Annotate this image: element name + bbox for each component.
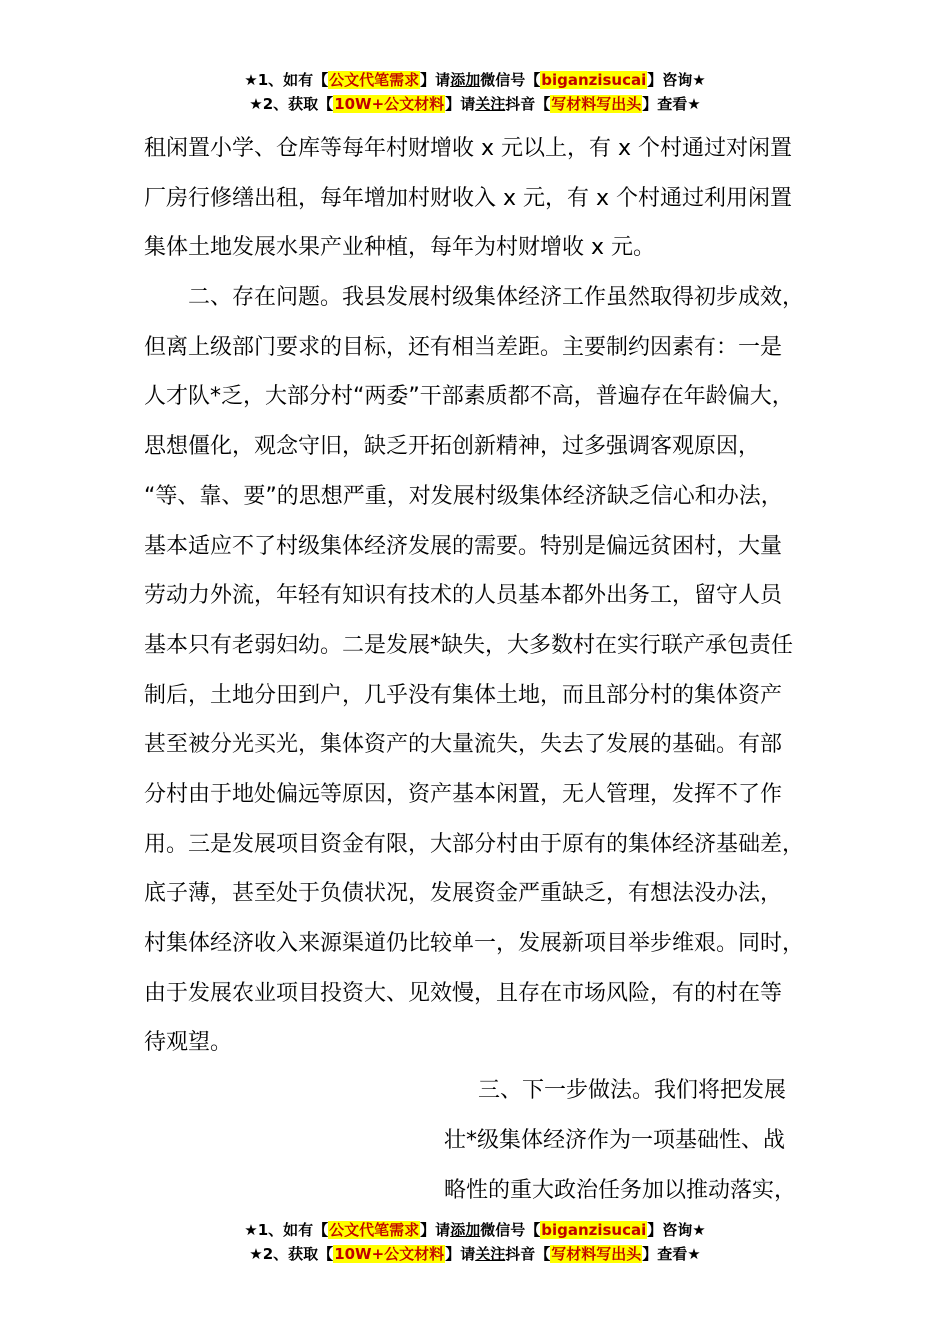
banner-text: 】咨询★: [647, 71, 706, 89]
body-line: 基本只有老弱妇幼。二是发展*缺失，大多数村在实行联产承包责任: [144, 632, 794, 658]
banner-line-2: [0, 1242, 950, 1266]
body-line: 租闲置小学、仓库等每年村财增收 x 元以上，有 x 个村通过对闲置: [144, 136, 793, 161]
body-line: 甚至被分光买光，集体资产的大量流失，失去了发展的基础。有部: [144, 732, 783, 758]
banner-text: 微信号【: [480, 71, 541, 89]
body-line: “等、靠、要”的思想严重，对发展村级集体经济缺乏信心和办法，: [144, 483, 783, 509]
banner-text: 】请: [420, 1221, 451, 1239]
banner-highlight: 写材料写出头: [551, 1245, 642, 1263]
banner-emphasis: 关注: [475, 1245, 506, 1263]
banner-text: ★1、如有【: [244, 1221, 329, 1239]
body-line: 人才队*乏，大部分村“两委”干部素质都不高，普遍存在年龄偏大，: [144, 384, 794, 410]
banner-emphasis: 添加: [450, 71, 481, 89]
document-body: [144, 124, 834, 1068]
tail-line-3: 略性的重大政治任务加以推动落实，: [444, 1178, 797, 1203]
banner-text: 】查看★: [642, 95, 701, 113]
banner-emphasis: 添加: [450, 1221, 481, 1239]
banner-highlight: 10W+公文材料: [334, 1245, 445, 1263]
body-line: 待观望。: [144, 1030, 233, 1056]
banner-line-2: [0, 92, 950, 116]
body-line: 分村由于地处偏远等原因，资产基本闲置，无人管理，发挥不了作: [144, 781, 783, 807]
section-heading-line: 二、存在问题。我县发展村级集体经济工作虽然取得初步成效，: [188, 285, 805, 311]
body-line: 思想僵化，观念守旧，缺乏开拓创新精神，过多强调客观原因，: [144, 434, 761, 460]
banner-highlight: 写材料写出头: [551, 95, 642, 113]
banner-line-1: [0, 68, 950, 92]
body-line: 厂房行修缮出租，每年增加村财收入 x 元，有 x 个村通过利用闲置: [144, 185, 793, 211]
top-banner: [0, 68, 950, 116]
body-line: 村集体经济收入来源渠道仍比较单一，发展新项目举步维艰。同时，: [144, 931, 805, 956]
body-line: 基本适应不了村级集体经济发展的需要。特别是偏远贫困村，大量: [144, 533, 783, 559]
body-line: 劳动力外流，年轻有知识有技术的人员基本都外出务工，留守人员: [144, 583, 783, 609]
banner-text: 】请: [445, 1245, 476, 1263]
banner-text: 微信号【: [480, 1221, 541, 1239]
banner-text: ★2、获取【: [249, 1245, 334, 1263]
tail-line-1: 三、下一步做法。我们将把发展: [478, 1078, 787, 1103]
bottom-banner: [0, 1218, 950, 1266]
banner-highlight: 公文代笔需求: [329, 1221, 420, 1239]
body-line: 制后，土地分田到户，几乎没有集体土地，而且部分村的集体资产: [144, 682, 783, 708]
banner-text: ★1、如有【: [244, 71, 329, 89]
banner-text: 】查看★: [642, 1245, 701, 1263]
tail-line-2: 壮*级集体经济作为一项基础性、战: [444, 1128, 786, 1153]
banner-text: 】咨询★: [647, 1221, 706, 1239]
banner-text: 】请: [420, 71, 451, 89]
banner-text: 抖音【: [505, 95, 551, 113]
body-line: 由于发展农业项目投资大、见效慢，且存在市场风险，有的村在等: [144, 980, 783, 1006]
banner-highlight: biganzisucai: [541, 1221, 647, 1239]
body-line: 集体土地发展水果产业种植，每年为村财增收 x 元。: [144, 235, 656, 261]
banner-text: 抖音【: [505, 1245, 551, 1263]
banner-highlight: 公文代笔需求: [329, 71, 420, 89]
banner-text: 】请: [445, 95, 476, 113]
banner-text: ★2、获取【: [249, 95, 334, 113]
banner-line-1: [0, 1218, 950, 1242]
body-line: 但离上级部门要求的目标，还有相当差距。主要制约因素有：一是: [144, 334, 783, 360]
banner-emphasis: 关注: [475, 95, 506, 113]
banner-highlight: biganzisucai: [541, 71, 647, 89]
body-line: 用。三是发展项目资金有限，大部分村由于原有的集体经济基础差，: [144, 831, 805, 857]
body-line: 底子薄，甚至处于负债状况，发展资金严重缺乏，有想法没办法，: [144, 881, 783, 907]
banner-highlight: 10W+公文材料: [334, 95, 445, 113]
